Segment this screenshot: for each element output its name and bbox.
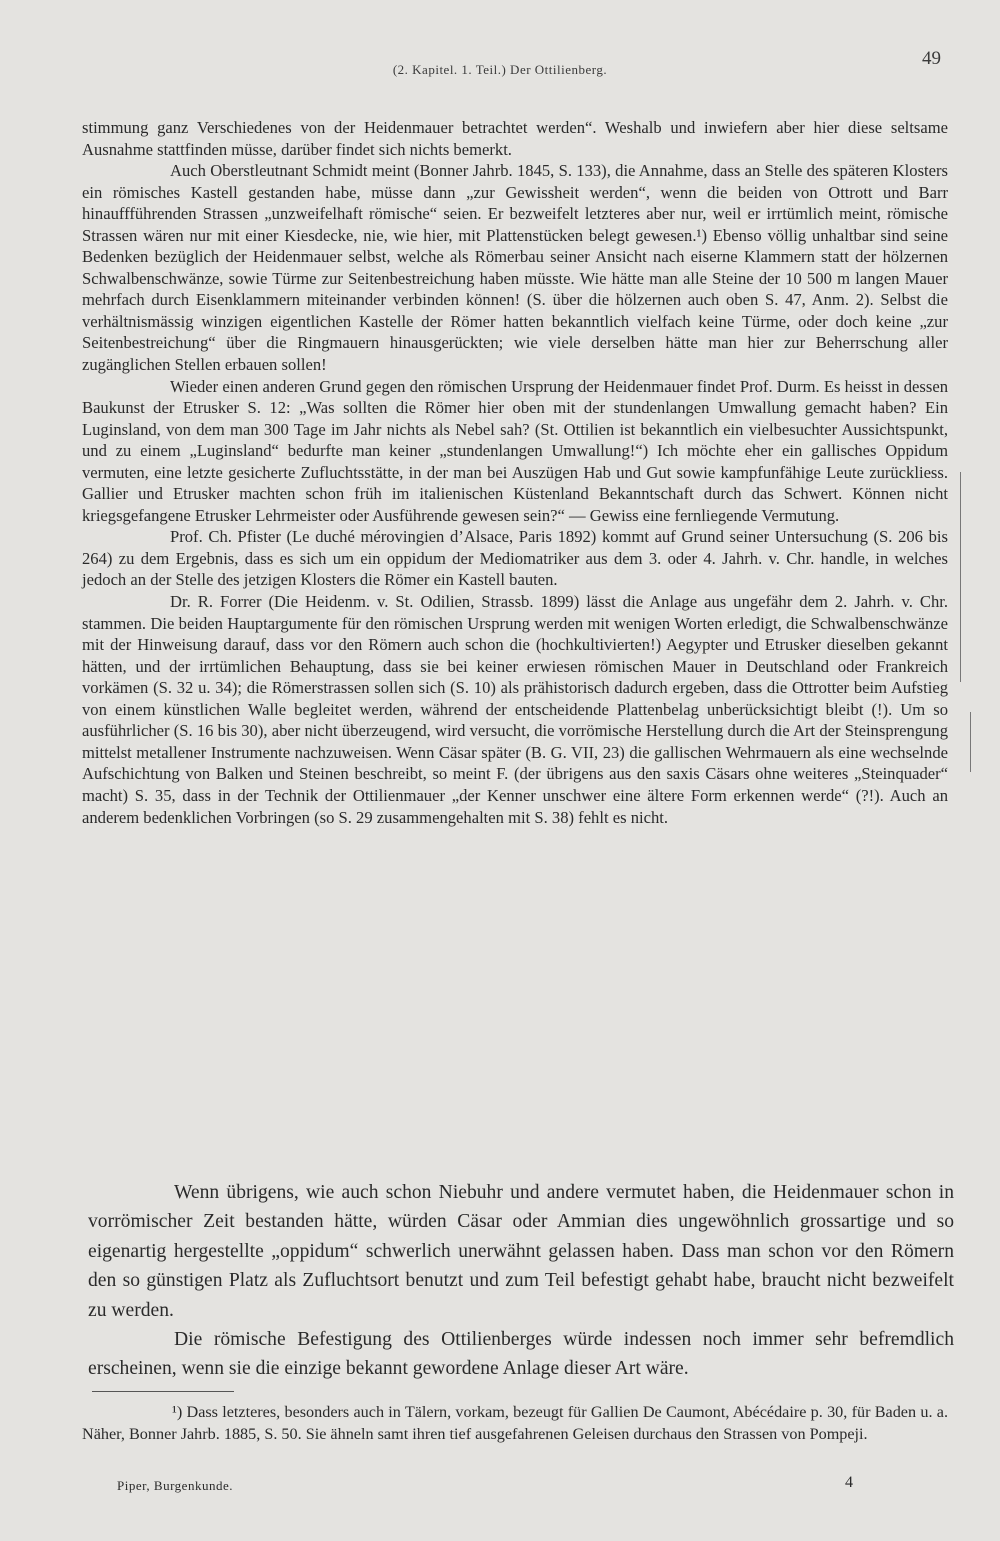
body-small-print: [82, 117, 948, 828]
paragraph-conclusion: Die römische Befestigung des Ottilienberges würde indessen noch immer sehr befremdlich erscheinen, wenn sie die einzige bekannt gewordene Anlage dieser Art wäre.: [88, 1329, 954, 1380]
footnote-rule: [92, 1391, 234, 1392]
page-number: 49: [922, 48, 941, 69]
paragraph-durm: Wieder einen anderen Grund gegen den römischen Ursprung der Heidenmauer findet Prof. Durm. Es heisst in dessen Baukunst der Etrusker S. 12: „Was sollten die Römer hier oben mit der stundenlangen Umwallung gemacht haben? Ein Luginsland, von dem man 300 Tage im Jahr nichts als Nebel sah? (St. Ottilien ist bekanntlich ein vielbesuchter Aussichtspunkt, und zu einem „Luginsland“ bedurfte man keiner „stundenlangen Umwallung!“) Ich möchte eher ein gallisches Oppidum vermuten, eine letzte gesicherte Zufluchtsstätte, in der man bei Auszügen Hab und Gut sowie kampfunfähige Leute zurückliess. Gallier und Etrusker machten schon früh im italienischen Küstenland Bekanntschaft durch das Schwert. Können nicht kriegsgefangene Etrusker Lehrmeister oder Ausführende gewesen sein?“ — Gewiss eine fernliegende Vermutung.: [82, 376, 948, 525]
body-large-print: [88, 1178, 954, 1384]
footnote-text: ¹) Dass letzteres, besonders auch in Tälern, vorkam, bezeugt für Gallien De Caumont, Abécédaire p. 30, für Baden u. a. Näher, Bonner Jahrb. 1885, S. 50. Sie ähneln samt ihren tief ausgefahrenen Geleisen durchaus den Strassen von Pompeji.: [82, 1403, 948, 1443]
signature-number: 4: [845, 1474, 853, 1491]
running-head: (2. Kapitel. 1. Teil.) Der Ottilienberg.: [392, 62, 608, 77]
paragraph-continuation: stimmung ganz Verschiedenes von der Heidenmauer betrachtet werden“. Weshalb und inwiefern aber hier diese seltsame Ausnahme stattfinden müsse, darüber findet sich nichts bemerkt.: [82, 118, 948, 159]
paragraph-schmidt: Auch Oberstleutnant Schmidt meint (Bonner Jahrb. 1845, S. 133), die Annahme, dass an Stelle des späteren Klosters ein römisches Kastell gestanden habe, müsse dann „zur Gewissheit werden“, wenn die beiden von Ottrott und Barr hinauffführenden Strassen „unzweifelhaft römische“ seien. Er bezweifelt letzteres aber nur, weil er irrtümlich meint, römische Strassen wären nur mit einer Kiesdecke, nie, wie hier, mit Plattenstücken belegt gewesen.¹) Ebenso völlig unhaltbar sind seine Bedenken bezüglich der Heidenmauer selbst, welche als Römerbau seiner Ansicht nach eiserne Klammern statt der hölzernen Schwalbenschwänze, sowie Türme zur Seitenbestreichung haben müsste. Wie hätte man alle Steine der 10 500 m langen Mauer mehrfach durch Eisenklammern miteinander verbinden können! (S. über die hölzernen auch oben S. 47, Anm. 2). Selbst die verhältnismässig winzigen eigentlichen Kastelle der Römer hatten bekanntlich vielfach keine Türme, oder doch keine „zur Seitenbestreichung“ über die Ringmauern hinausgerückten; wie viele derselben hätte man hier zur Beherrschung aller zugänglichen Stellen erbauen sollen!: [82, 161, 948, 375]
paragraph-niebuhr: Wenn übrigens, wie auch schon Niebuhr und andere vermutet haben, die Heidenmauer schon in vorrömischer Zeit bestanden hätte, würden Cäsar oder Ammian dies ungewöhnlich grossartige und so eigenartig hergestellte „oppidum“ schwerlich unerwähnt gelassen haben. Dass man schon vor den Römern den so günstigen Platz als Zufluchtsort benutzt und zum Teil befestigt gehabt habe, braucht nicht bezweifelt zu werden.: [88, 1182, 954, 1321]
paragraph-forrer: Dr. R. Forrer (Die Heidenm. v. St. Odilien, Strassb. 1899) lässt die Anlage aus ungefähr dem 2. Jahrh. v. Chr. stammen. Die beiden Hauptargumente für den römischen Ursprung werden mit wenigen Worten erledigt, die Schwalbenschwänze mit der Hinweisung darauf, dass vor den Römern auch schon die (hochkultivierten!) Aegypter und Etrusker dieselben gekannt hätten, und der irrtümlichen Behauptung, dass sie bei keiner erwiesen römischen Mauer in Deutschland oder Frankreich vorkämen (S. 32 u. 34); die Römerstrassen sollen sich (S. 10) als prähistorisch dadurch ergeben, dass die Ottrotter beim Aufstieg von einem künstlichen Walle begleitet werden, während der entscheidende Plattenbelag unberücksichtigt bleibt (!). Um so ausführlicher (S. 16 bis 30), aber nicht überzeugend, wird versucht, die vorrömische Herstellung durch die Art der Steinsprengung mittelst metallener Instrumente nachzuweisen. Wenn Cäsar später (B. G. VII, 23) die gallischen Wehrmauern als eine wechselnde Aufschichtung von Balken und Steinen beschreibt, so meint F. (der übrigens aus den saxis Cäsars ohne weiteres „Steinquader“ macht) S. 35, dass in der Technik der Ottilienmauer „der Kenner unschwer eine ältere Form erkennen werde“ (?!). Auch an anderem bedenklichen Vorbringen (so S. 29 zusammengehalten mit S. 38) fehlt es nicht.: [82, 592, 948, 827]
margin-line: [970, 712, 971, 772]
footnote: [82, 1402, 948, 1445]
printer-signature: Piper, Burgenkunde.: [117, 1478, 233, 1493]
margin-line: [960, 472, 961, 682]
paragraph-pfister: Prof. Ch. Pfister (Le duché mérovingien d’Alsace, Paris 1892) kommt auf Grund seiner Untersuchung (S. 206 bis 264) zu dem Ergebnis, dass es sich um ein oppidum der Mediomatriker aus dem 3. oder 4. Jahrh. v. Chr. handle, in welches jedoch an der Stelle des jetzigen Klosters die Römer ein Kastell bauten.: [82, 527, 948, 590]
